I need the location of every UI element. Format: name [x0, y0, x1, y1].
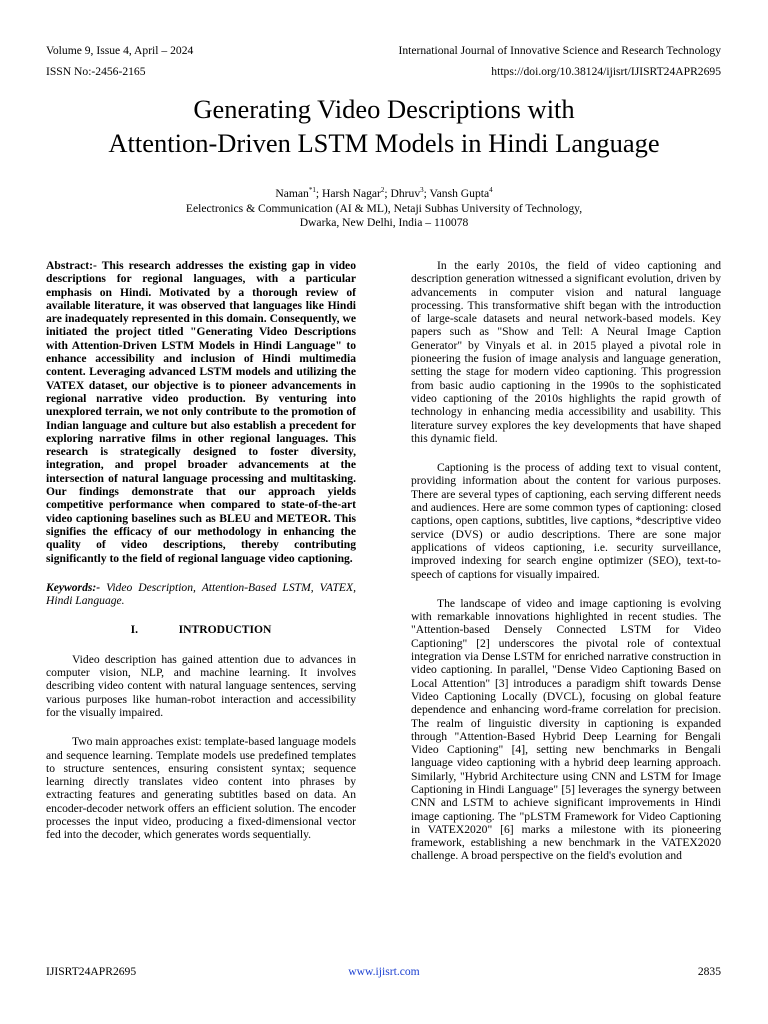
author-list [30, 187, 738, 202]
author-name: ; Harsh Nagar [315, 187, 381, 200]
journal-name: International Journal of Innovative Science and Research Technology [398, 44, 721, 57]
body-paragraph: Captioning is the process of adding text to visual content, providing information about the content for various purposes. There are several types of captioning, each serving different needs and audiences. Here are some common types of captioning: closed captions, open captions, subtitles, live captions, *descriptive video service (DVS) or audio descriptions. There are sone major applications of videos captioning, i.e. security surveillance, improved indexing for search engine optimizer (SEO), text-to-speech of captions for visually impaired. [411, 461, 721, 581]
section-title: INTRODUCTION [178, 623, 272, 637]
abstract: Abstract:- This research addresses the existing gap in video descriptions for regional languages, with a particular emphasis on Hindi. Motivated by a thorough review of available literature, it was observed that languages like Hindi are inadequately represented in this domain. Consequently, we initiated the project titled "Generating Video Descriptions with Attention-Driven LSTM Models in Hindi Language" to enhance accessibility and inclusion of Hindi multimedia content. Leveraging advanced LSTM models and utilizing the VATEX dataset, our objective is to pioneer advancements in regional narrative video production. By venturing into unexplored terrain, we not only contribute to the promotion of Indian language and culture but also establish a precedent for exploring narrative films in other regional languages. This research is strategically designed to foster diversity, integration, and propel broader advancements at the intersection of natural language processing and multitasking. Our findings demonstrate that our approach yields competitive performance when compared to state-of-the-art video captioning baselines such as BLEU and METEOR. This signifies the efficacy of our methodology in enhancing the quality of video descriptions, thereby contributing significantly to the field of regional language video captioning. [46, 259, 356, 565]
affiliation-line-1: Eelectronics & Communication (AI & ML), Netaji Subhas University of Technology, [185, 201, 583, 215]
keywords [46, 581, 356, 608]
section-heading [46, 623, 356, 636]
left-column [46, 259, 356, 858]
issn: ISSN No:-2456-2165 [46, 65, 146, 78]
volume-info: Volume 9, Issue 4, April – 2024 [46, 44, 194, 57]
author-block [30, 187, 738, 231]
keywords-text: Video Description, Attention-Based LSTM, VATEX, Hindi Language. [46, 580, 356, 608]
section-number: I. [130, 623, 139, 637]
footer-paper-id: IJISRT24APR2695 [46, 965, 137, 978]
keywords-label: Keywords:- [46, 580, 101, 594]
footer-website-link[interactable]: www.ijisrt.com [348, 965, 420, 978]
title-line-2: Attention-Driven LSTM Models in Hindi Language [108, 128, 660, 158]
affiliation-line-2: Dwarka, New Delhi, India – 110078 [299, 216, 469, 229]
author-sup: *1 [308, 186, 316, 195]
right-column [411, 259, 721, 863]
body-paragraph: In the early 2010s, the field of video captioning and description generation witnessed a significant evolution, driven by advancements in computer vision and natural language processing. This transformative shift began with the introduction of large-scale datasets and neural network-based models. Key papers such as "Show and Tell: A Neural Image Caption Generator" by Vinyals et al. in 2015 played a pivotal role in pioneering the fusion of image analysis and language generation, setting the stage for modern video captioning. This progression from basic audio captioning in the 1990s to the sophisticated video captioning of the 2010s highlights the rapid growth of technology in enhancing media accessibility and usability. This literature survey explores the key developments that have shaped this dynamic field. [411, 259, 721, 445]
body-paragraph: Two main approaches exist: template-based language models and sequence learning. Template models use predefined templates to structure sentences, ensuring consistent syntax; sequence learning directly translates video content into phrases by extracting features and generating subtitles based on data. An encoder-decoder network offers an efficient solution. The encoder processes the input video, producing a fixed-dimensional vector fed into the decoder, which generates words sequentially. [46, 735, 356, 842]
author-sup: 2 [380, 186, 385, 195]
paper-title [30, 92, 738, 160]
author-name: ; Dhruv [384, 187, 421, 200]
author-sup: 4 [489, 186, 493, 195]
author-sup: 3 [420, 186, 424, 195]
author-name: ; Vansh Gupta [423, 187, 490, 200]
page-number: 2835 [697, 965, 721, 978]
title-line-1: Generating Video Descriptions with [193, 94, 575, 124]
author-name: Naman [275, 187, 309, 200]
body-paragraph: The landscape of video and image captioning is evolving with remarkable innovations highlighted in recent studies. The "Attention-based Densely Connected LSTM for Video Captioning" [2] underscores the pivotal role of contextual integration via Dense LSTM for enriched narrative construction in video captioning. In parallel, "Dense Video Captioning Based on Local Attention" [3] introduces a paradigm shift towards Dense Video Captioning Locally (DVCL), focusing on global feature dependence and enhancing word-frame correlation for precision. The realm of linguistic diversity in captioning is expanded through "Attention-Based Hybrid Deep Learning for Bengali Video Captioning" [4], setting new benchmarks in Bengali language video captioning with a hybrid deep learning approach. Similarly, "Hybrid Architecture using CNN and LSTM for Image Captioning in Hindi Language" [5] leverages the synergy between CNN and LSTM to achieve significant improvements in Hindi image captioning. The "pLSTM Framework for Video Captioning in VATEX2020" [6] marks a milestone with its pioneering framework, establishing a new benchmark in the VATEX2020 challenge. A broad perspective on the field's evolution and [411, 596, 721, 863]
body-paragraph: Video description has gained attention due to advances in computer vision, NLP, and machine learning. It involves describing video content with natural language sentences, serving various purposes like human-robot interaction and accessibility for the visually impaired. [46, 652, 356, 719]
doi-link[interactable]: https://doi.org/10.38124/ijisrt/IJISRT24APR2695 [491, 65, 721, 78]
